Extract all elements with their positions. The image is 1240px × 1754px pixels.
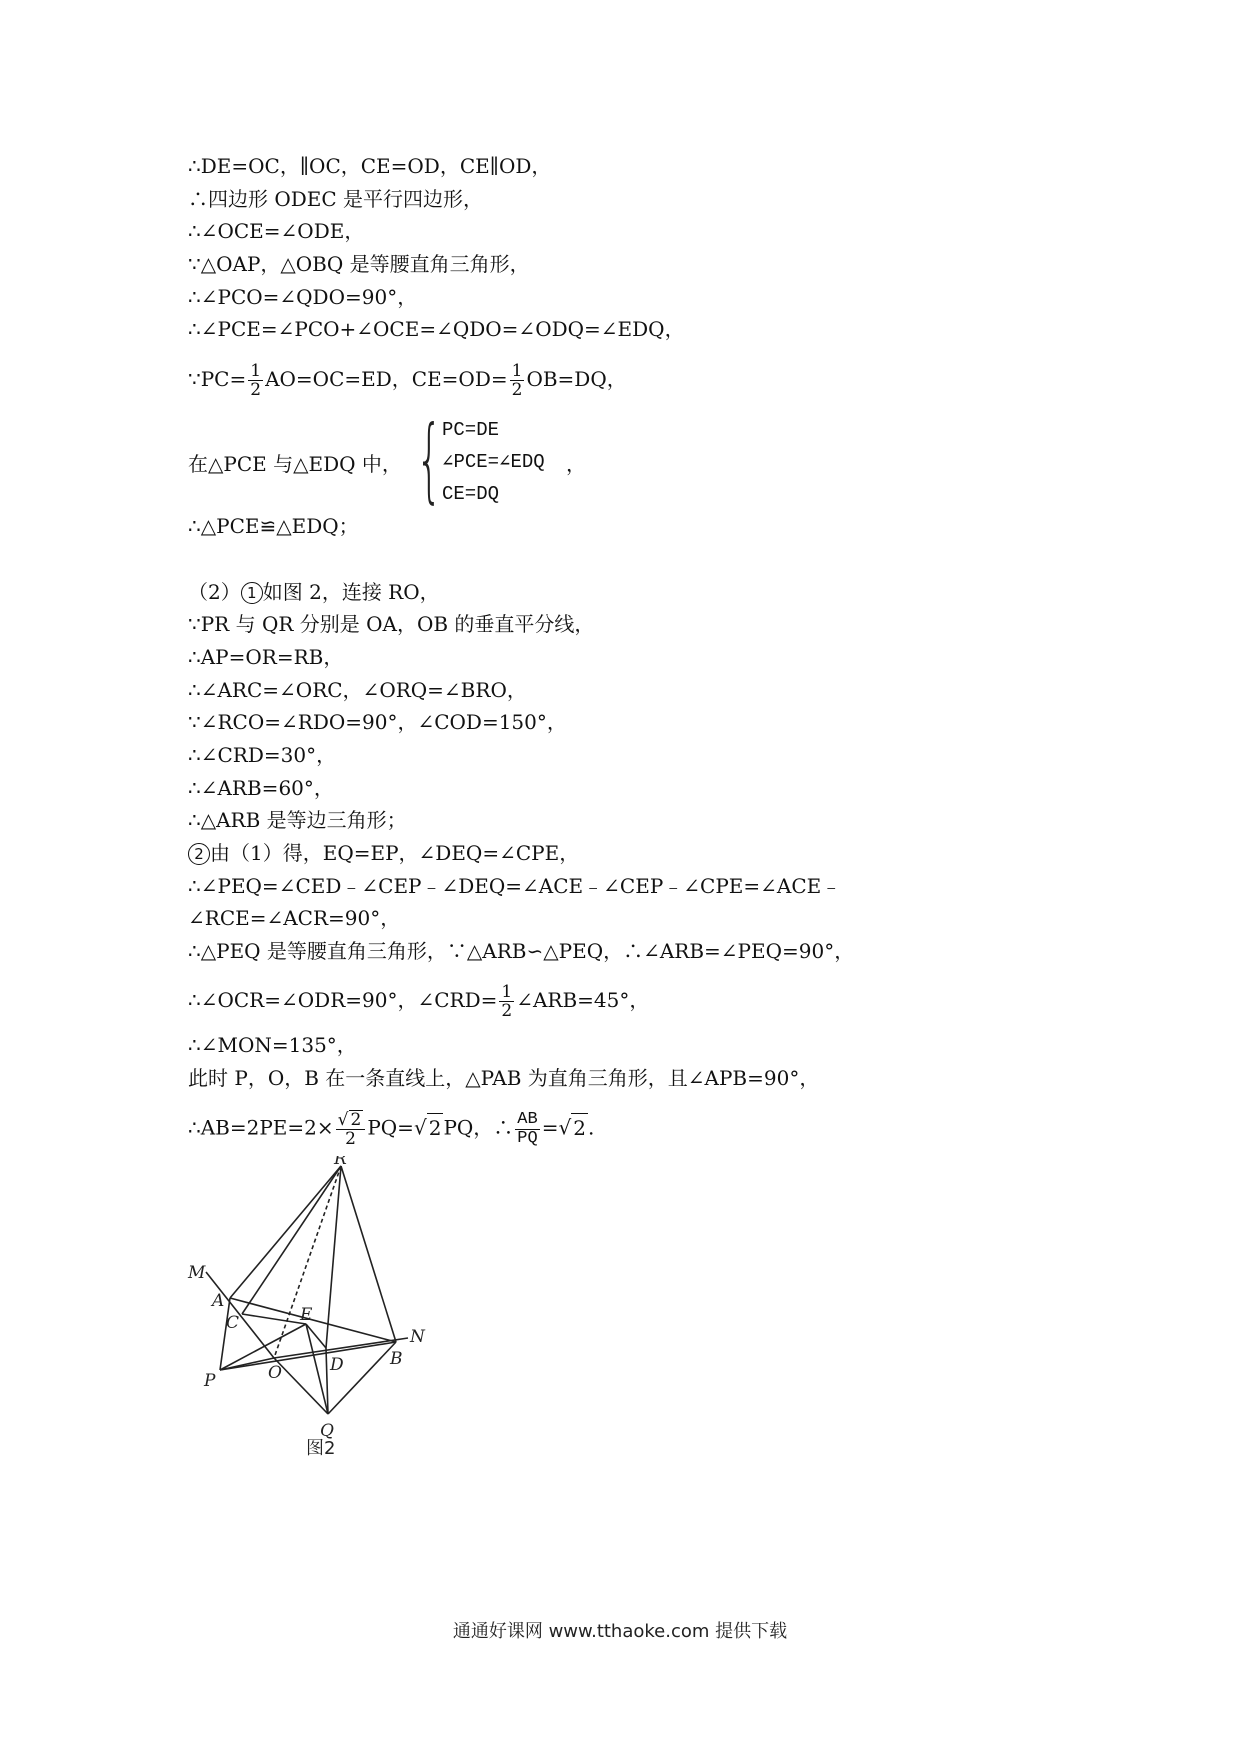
label-b: B <box>390 1349 403 1369</box>
fraction <box>510 362 525 399</box>
text-fragment: 如图 2，连接 RO， <box>262 580 440 604</box>
fraction <box>248 362 263 399</box>
text-fragment: ∴AB=2PE=2× <box>188 1115 334 1140</box>
text-line: ∴∠PCO=∠QDO=90°， <box>188 285 418 309</box>
label-p: P <box>204 1371 216 1391</box>
system-lead-text: 在△PCE 与△EDQ 中， <box>188 452 402 476</box>
fraction <box>336 1110 366 1148</box>
text-line: ∴∠PCE=∠PCO+∠OCE=∠QDO=∠ODQ=∠EDQ， <box>188 317 685 341</box>
text-line: ∴∠ARB=60°， <box>188 776 334 800</box>
text-line: ∵∠RCO=∠RDO=90°，∠COD=150°， <box>188 710 567 734</box>
page-footer: 通通好课网 www.tthaoke.com 提供下载 <box>452 1621 788 1642</box>
text-line: ∴四边形 ODEC 是平行四边形， <box>188 187 484 211</box>
text-fragment: ∴∠OCR=∠ODR=90°，∠CRD= <box>188 988 498 1012</box>
figure-caption: 图2 <box>306 1438 336 1456</box>
fraction-numerator: 1 <box>501 982 513 1002</box>
sqrt-radicand: 2 <box>427 1113 444 1142</box>
label-o: O <box>268 1363 282 1383</box>
text-line: ∴∠OCE=∠ODE， <box>188 219 365 243</box>
text-fragment: （2） <box>188 580 241 604</box>
label-e: E <box>300 1305 313 1325</box>
text-line: ∴∠MON=135°， <box>188 1033 357 1057</box>
label-r: R <box>334 1156 347 1169</box>
text-fragment: AO=OC=ED，CE=OD= <box>265 367 508 391</box>
sqrt-radicand: 2 <box>571 1113 588 1142</box>
fraction-numerator: √ 2 <box>336 1110 366 1130</box>
fraction <box>515 1111 539 1148</box>
text-line: ∴△ARB 是等边三角形； <box>188 808 407 832</box>
text-line: 此时 P，O，B 在一条直线上，△PAB 为直角三角形，且∠APB=90°， <box>188 1066 820 1090</box>
text-line: ∴∠PEQ=∠CED﹣∠CEP﹣∠DEQ=∠ACE﹣∠CEP﹣∠CPE=∠ACE﹣ <box>188 874 842 898</box>
label-n: N <box>410 1327 425 1347</box>
geometry-figure <box>186 1156 426 1456</box>
line-rc <box>242 1166 341 1314</box>
system-tail: ， <box>566 452 586 476</box>
fraction <box>499 983 514 1020</box>
label-a: A <box>212 1291 225 1311</box>
system-equations <box>442 414 545 510</box>
equation-line-ocr <box>188 983 649 1020</box>
text-line: ∵△OAP，△OBQ 是等腰直角三角形， <box>188 252 530 276</box>
fraction-denominator: 2 <box>501 1001 513 1021</box>
system-equation: CE=DQ <box>442 483 500 505</box>
text-line: ∴AP=OR=RB， <box>188 645 344 669</box>
equation-line-pc <box>188 362 627 399</box>
sqrt-radicand: 2 <box>350 1110 362 1130</box>
text-fragment: . <box>587 1115 595 1140</box>
text-fragment: OB=DQ， <box>526 367 627 391</box>
line-rd <box>326 1166 341 1348</box>
figure-diagram <box>186 1156 426 1456</box>
text-line: ∠RCE=∠ACR=90°， <box>188 906 401 930</box>
part2-step2 <box>188 839 579 867</box>
circled-number: 2 <box>188 843 210 865</box>
line-oq <box>274 1358 328 1414</box>
fraction-denominator: 2 <box>250 380 262 400</box>
text-fragment: PQ，∴ <box>443 1115 514 1140</box>
text-line: ∵PR 与 QR 分别是 OA，OB 的垂直平分线， <box>188 612 595 636</box>
label-c: C <box>226 1313 240 1333</box>
line-bq <box>328 1342 396 1414</box>
system-equation: PC=DE <box>442 419 500 441</box>
label-q: Q <box>320 1421 334 1441</box>
part2-intro <box>188 578 440 606</box>
text-fragment: ∠ARB=45°， <box>516 988 650 1012</box>
fraction-denominator: 2 <box>345 1129 356 1149</box>
equation-line-final: ∴AB=2PE=2× $\frac{√ 2}{2}$ PQ=√ 2 PQ，∴ $\frac{AB}{PQ}$ =√ 2 . <box>188 1109 595 1149</box>
text-line: ∴∠CRD=30°， <box>188 743 337 767</box>
text-line: ∴DE=OC，∥OC，CE=OD，CE∥OD， <box>188 154 552 178</box>
text-line: ∴△PCE≌△EDQ； <box>188 514 359 538</box>
text-line: ∴△PEQ 是等腰直角三角形，∵△ARB∽△PEQ，∴∠ARB=∠PEQ=90°， <box>188 939 855 963</box>
fraction-numerator: AB <box>517 1109 538 1129</box>
system-equation: ∠PCE=∠EDQ <box>442 451 545 473</box>
text-fragment: PQ= <box>367 1115 414 1140</box>
text-line: ∴∠ARC=∠ORC，∠ORQ=∠BRO， <box>188 678 527 702</box>
fraction-denominator: 2 <box>511 380 523 400</box>
line-ra <box>230 1166 341 1298</box>
left-brace-icon: { <box>416 406 443 513</box>
line-ab <box>230 1298 396 1342</box>
fraction-denominator: PQ <box>517 1128 538 1148</box>
label-m: M <box>188 1263 206 1283</box>
circled-number: 1 <box>241 582 263 604</box>
label-d: D <box>330 1355 344 1375</box>
text-fragment: = <box>541 1115 559 1140</box>
line-rb <box>341 1166 396 1342</box>
fraction-numerator: 1 <box>250 361 262 381</box>
text-fragment: ∵PC= <box>188 367 247 391</box>
fraction-numerator: 1 <box>511 361 523 381</box>
text-fragment: 由（1）得，EQ=EP，∠DEQ=∠CPE， <box>210 841 580 865</box>
